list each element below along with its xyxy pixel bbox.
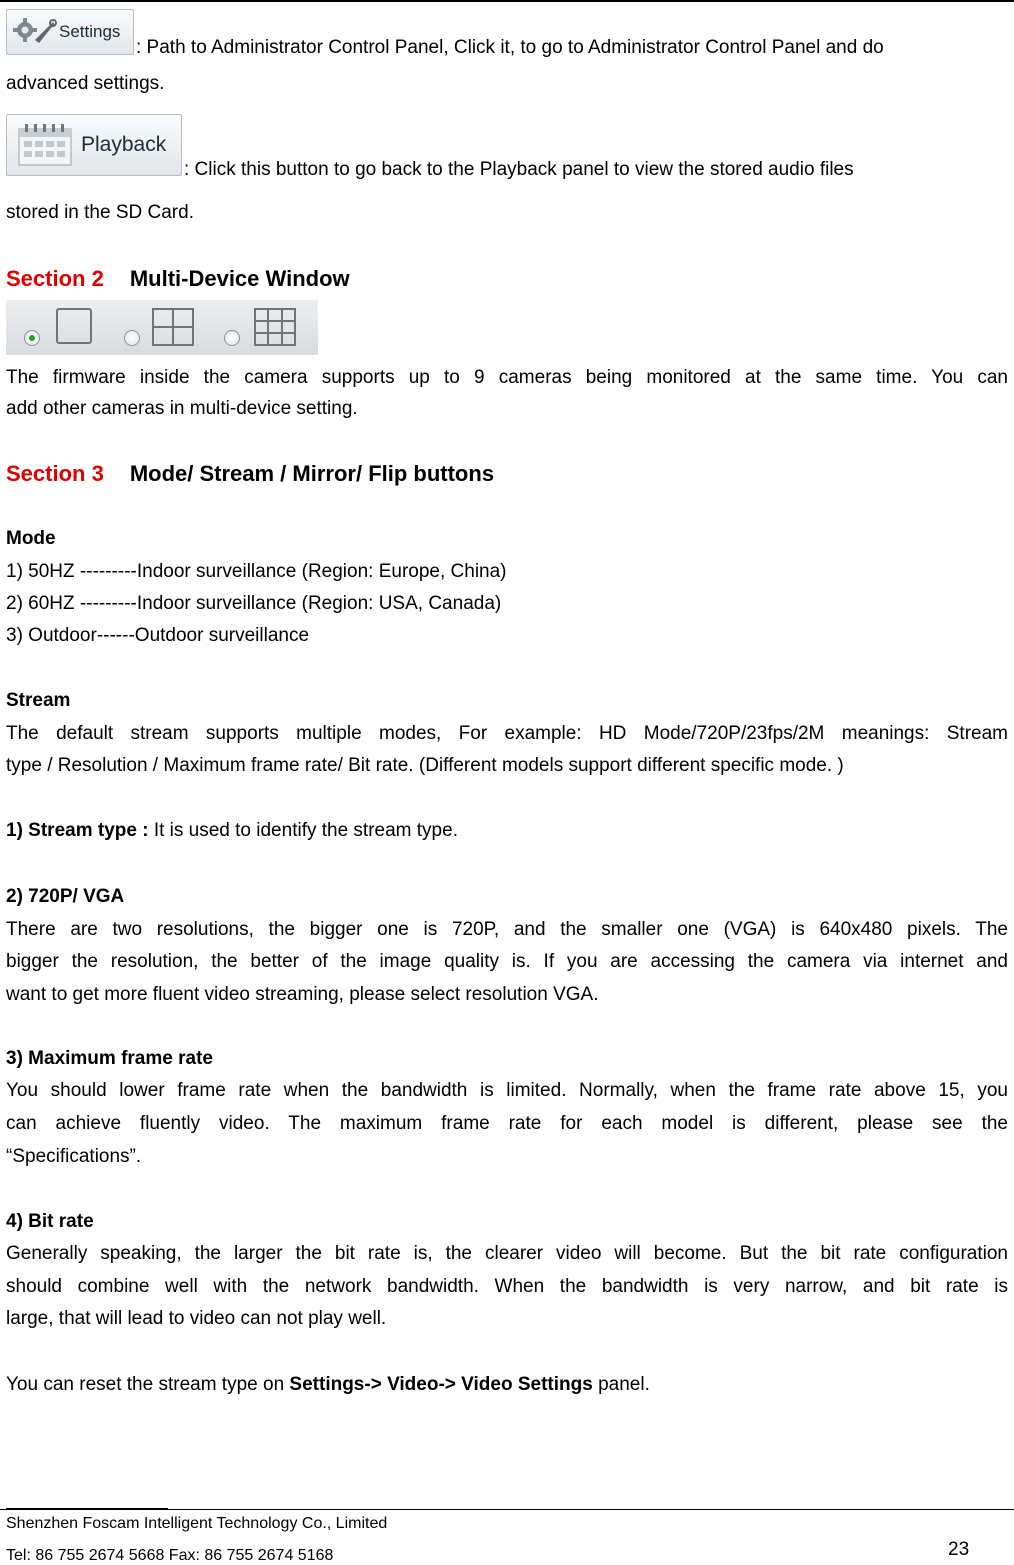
stream-type-label: 1) Stream type : bbox=[6, 820, 149, 841]
single-view-icon[interactable] bbox=[56, 308, 92, 344]
mode-item-1: 1) 50HZ ---------Indoor surveillance (Region: Europe, China) bbox=[6, 561, 507, 582]
section-3-heading bbox=[6, 461, 494, 487]
footer-contact: Tel: 86 755 2674 5668 Fax: 86 755 2674 5168 bbox=[6, 1547, 334, 1564]
section-2-heading bbox=[6, 266, 350, 292]
section-2-title: Multi-Device Window bbox=[129, 266, 350, 291]
resolution-line3: want to get more fluent video streaming, please select resolution VGA. bbox=[6, 984, 599, 1005]
stream-line1: The default stream supports multiple modes, For example: HD Mode/720P/23fps/2M meanings: Stream bbox=[6, 723, 1008, 744]
section-2-number: Section 2 bbox=[6, 266, 104, 291]
stream-heading: Stream bbox=[6, 690, 71, 711]
top-rule bbox=[0, 0, 1014, 2]
quad-view-icon[interactable] bbox=[152, 308, 194, 346]
settings-button[interactable] bbox=[6, 9, 134, 55]
layout-4-radio[interactable] bbox=[124, 330, 140, 346]
settings-desc-line2: advanced settings. bbox=[6, 73, 165, 94]
bit-rate-heading: 4) Bit rate bbox=[6, 1211, 94, 1232]
layout-9-radio[interactable] bbox=[224, 330, 240, 346]
layout-1-radio[interactable] bbox=[24, 330, 40, 346]
playback-desc-line1: : Click this button to go back to the Playback panel to view the stored audio files bbox=[184, 159, 854, 180]
bit-rate-line3: large, that will lead to video can not play well. bbox=[6, 1308, 387, 1329]
playback-button-label: Playback bbox=[81, 133, 167, 156]
wrench-gear-icon bbox=[13, 16, 57, 48]
resolution-heading: 2) 720P/ VGA bbox=[6, 886, 125, 907]
footer-company: Shenzhen Foscam Intelligent Technology Co., Limited bbox=[6, 1515, 388, 1532]
mode-item-3: 3) Outdoor------Outdoor surveillance bbox=[6, 625, 310, 646]
frame-rate-line1: You should lower frame rate when the bandwidth is limited. Normally, when the frame rate above 15, you bbox=[6, 1080, 1008, 1101]
calendar-icon bbox=[17, 123, 73, 167]
bit-rate-line2: should combine well with the network bandwidth. When the bandwidth is very narrow, and bit rate is bbox=[6, 1276, 1008, 1297]
stream-line2: type / Resolution / Maximum frame rate/ Bit rate. (Different models support different specific mode. ) bbox=[6, 755, 844, 776]
mode-heading: Mode bbox=[6, 528, 56, 549]
reset-pre: You can reset the stream type on bbox=[6, 1374, 290, 1395]
reset-post: panel. bbox=[592, 1374, 650, 1395]
section-2-text-line2: add other cameras in multi-device setting. bbox=[6, 398, 358, 419]
frame-rate-line3: “Specifications”. bbox=[6, 1146, 142, 1167]
multi-device-layout-bar bbox=[6, 300, 318, 355]
section-3-number: Section 3 bbox=[6, 461, 104, 486]
section-2-text-line1: The firmware inside the camera supports up to 9 cameras being monitored at the same time. You can bbox=[6, 367, 1008, 388]
resolution-line2: bigger the resolution, the better of the image quality is. If you are accessing the camera via internet and bbox=[6, 951, 1008, 972]
frame-rate-heading: 3) Maximum frame rate bbox=[6, 1048, 213, 1069]
reset-paragraph bbox=[6, 1374, 650, 1396]
reset-path: Settings-> Video-> Video Settings bbox=[289, 1374, 593, 1395]
nine-view-icon[interactable] bbox=[254, 308, 296, 346]
page-number: 23 bbox=[948, 1539, 970, 1560]
settings-desc-line1: : Path to Administrator Control Panel, Click it, to go to Administrator Control Panel and do bbox=[136, 37, 884, 58]
stream-type-text: It is used to identify the stream type. bbox=[148, 820, 458, 841]
footer-rule-accent bbox=[6, 1508, 168, 1510]
mode-item-2: 2) 60HZ ---------Indoor surveillance (Region: USA, Canada) bbox=[6, 593, 502, 614]
section-3-title: Mode/ Stream / Mirror/ Flip buttons bbox=[129, 461, 495, 486]
bit-rate-line1: Generally speaking, the larger the bit rate is, the clearer video will become. But the bit rate configuration bbox=[6, 1243, 1008, 1264]
playback-desc-line2: stored in the SD Card. bbox=[6, 202, 194, 223]
settings-button-label: Settings bbox=[59, 22, 121, 41]
playback-button[interactable] bbox=[6, 114, 182, 176]
frame-rate-line2: can achieve fluently video. The maximum frame rate for each model is different, please see the bbox=[6, 1113, 1008, 1134]
stream-type-paragraph bbox=[6, 820, 458, 842]
resolution-line1: There are two resolutions, the bigger one is 720P, and the smaller one (VGA) is 640x480 pixels. The bbox=[6, 919, 1008, 940]
